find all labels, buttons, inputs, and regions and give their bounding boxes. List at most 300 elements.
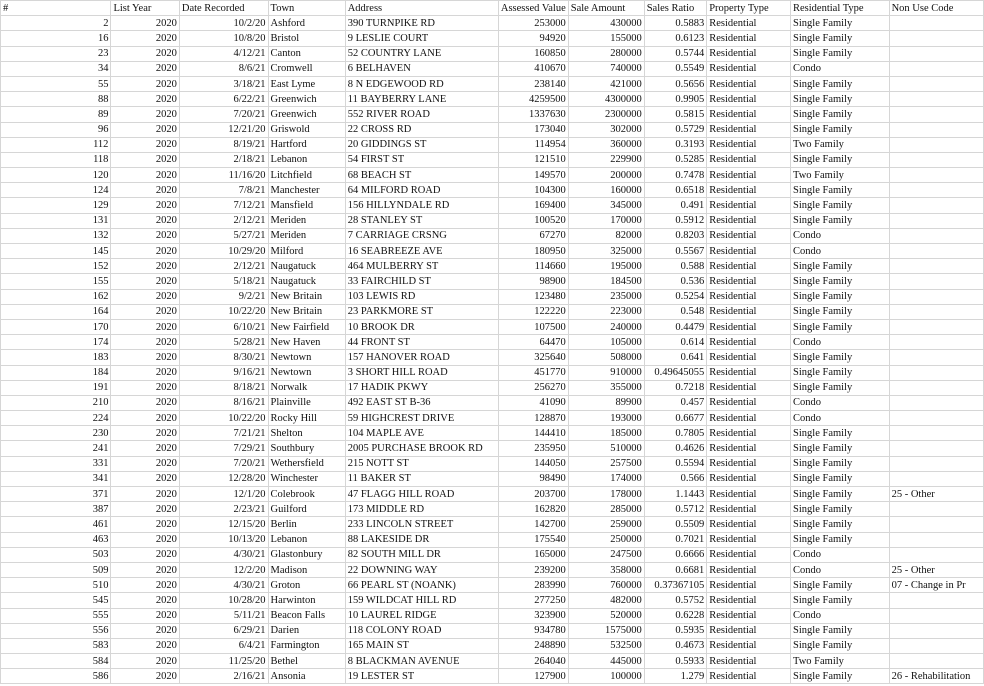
cell-sales-ratio[interactable]: 0.5935 [644, 623, 707, 638]
cell-sales-ratio[interactable]: 0.6677 [644, 411, 707, 426]
cell-list-year[interactable]: 2020 [111, 61, 179, 76]
cell-date-recorded[interactable]: 8/16/21 [179, 395, 268, 410]
cell-non-use-code[interactable] [889, 16, 983, 31]
cell-sale-amount[interactable]: 247500 [568, 547, 644, 562]
cell-town[interactable]: Naugatuck [268, 259, 345, 274]
cell-address[interactable]: 44 FRONT ST [345, 335, 498, 350]
cell-non-use-code[interactable] [889, 274, 983, 289]
cell-assessed-value[interactable]: 144410 [498, 426, 568, 441]
cell-residential-type[interactable]: Single Family [791, 593, 890, 608]
column-header-date-recorded[interactable]: Date Recorded [179, 1, 268, 16]
cell-address[interactable]: 165 MAIN ST [345, 638, 498, 653]
cell-assessed-value[interactable]: 325640 [498, 350, 568, 365]
cell-row-number[interactable]: 155 [1, 274, 111, 289]
cell-assessed-value[interactable]: 277250 [498, 593, 568, 608]
cell-list-year[interactable]: 2020 [111, 623, 179, 638]
cell-date-recorded[interactable]: 5/28/21 [179, 335, 268, 350]
cell-residential-type[interactable]: Single Family [791, 183, 890, 198]
cell-property-type[interactable]: Residential [707, 578, 791, 593]
cell-residential-type[interactable]: Single Family [791, 456, 890, 471]
cell-sales-ratio[interactable]: 0.5254 [644, 289, 707, 304]
cell-date-recorded[interactable]: 2/16/21 [179, 669, 268, 684]
cell-list-year[interactable]: 2020 [111, 213, 179, 228]
cell-list-year[interactable]: 2020 [111, 562, 179, 577]
cell-town[interactable]: Plainville [268, 395, 345, 410]
cell-town[interactable]: Newtown [268, 365, 345, 380]
cell-address[interactable]: 66 PEARL ST (NOANK) [345, 578, 498, 593]
cell-assessed-value[interactable]: 203700 [498, 487, 568, 502]
cell-list-year[interactable]: 2020 [111, 46, 179, 61]
column-header-list-year[interactable]: List Year [111, 1, 179, 16]
cell-row-number[interactable]: 584 [1, 654, 111, 669]
cell-non-use-code[interactable] [889, 168, 983, 183]
cell-list-year[interactable]: 2020 [111, 92, 179, 107]
cell-residential-type[interactable]: Single Family [791, 107, 890, 122]
cell-residential-type[interactable]: Condo [791, 228, 890, 243]
cell-assessed-value[interactable]: 175540 [498, 532, 568, 547]
cell-address[interactable]: 159 WILDCAT HILL RD [345, 593, 498, 608]
cell-residential-type[interactable]: Two Family [791, 654, 890, 669]
cell-date-recorded[interactable]: 10/29/20 [179, 244, 268, 259]
cell-property-type[interactable]: Residential [707, 623, 791, 638]
cell-sale-amount[interactable]: 105000 [568, 335, 644, 350]
cell-property-type[interactable]: Residential [707, 547, 791, 562]
cell-address[interactable]: 19 LESTER ST [345, 669, 498, 684]
cell-address[interactable]: 17 HADIK PKWY [345, 380, 498, 395]
cell-residential-type[interactable]: Single Family [791, 16, 890, 31]
cell-assessed-value[interactable]: 104300 [498, 183, 568, 198]
cell-residential-type[interactable]: Two Family [791, 168, 890, 183]
cell-assessed-value[interactable]: 160850 [498, 46, 568, 61]
cell-residential-type[interactable]: Condo [791, 395, 890, 410]
cell-town[interactable]: New Haven [268, 335, 345, 350]
cell-sale-amount[interactable]: 257500 [568, 456, 644, 471]
cell-town[interactable]: Milford [268, 244, 345, 259]
cell-assessed-value[interactable]: 934780 [498, 623, 568, 638]
cell-property-type[interactable]: Residential [707, 213, 791, 228]
cell-property-type[interactable]: Residential [707, 319, 791, 334]
cell-address[interactable]: 10 BROOK DR [345, 319, 498, 334]
cell-town[interactable]: Bethel [268, 654, 345, 669]
cell-non-use-code[interactable] [889, 244, 983, 259]
column-header-town[interactable]: Town [268, 1, 345, 16]
cell-list-year[interactable]: 2020 [111, 471, 179, 486]
cell-property-type[interactable]: Residential [707, 517, 791, 532]
cell-non-use-code[interactable] [889, 319, 983, 334]
cell-town[interactable]: Meriden [268, 228, 345, 243]
cell-date-recorded[interactable]: 8/18/21 [179, 380, 268, 395]
cell-non-use-code[interactable] [889, 289, 983, 304]
cell-residential-type[interactable]: Single Family [791, 487, 890, 502]
cell-date-recorded[interactable]: 10/2/20 [179, 16, 268, 31]
cell-sale-amount[interactable]: 235000 [568, 289, 644, 304]
cell-assessed-value[interactable]: 107500 [498, 319, 568, 334]
cell-non-use-code[interactable]: 26 - Rehabilitation [889, 669, 983, 684]
cell-property-type[interactable]: Residential [707, 350, 791, 365]
cell-list-year[interactable]: 2020 [111, 335, 179, 350]
cell-date-recorded[interactable]: 10/8/20 [179, 31, 268, 46]
cell-property-type[interactable]: Residential [707, 31, 791, 46]
cell-non-use-code[interactable] [889, 532, 983, 547]
cell-property-type[interactable]: Residential [707, 456, 791, 471]
cell-row-number[interactable]: 331 [1, 456, 111, 471]
cell-town[interactable]: Colebrook [268, 487, 345, 502]
cell-list-year[interactable]: 2020 [111, 532, 179, 547]
cell-list-year[interactable]: 2020 [111, 654, 179, 669]
cell-residential-type[interactable]: Single Family [791, 380, 890, 395]
cell-town[interactable]: Southbury [268, 441, 345, 456]
cell-residential-type[interactable]: Single Family [791, 152, 890, 167]
cell-sale-amount[interactable]: 358000 [568, 562, 644, 577]
cell-sale-amount[interactable]: 285000 [568, 502, 644, 517]
cell-residential-type[interactable]: Single Family [791, 471, 890, 486]
cell-non-use-code[interactable] [889, 183, 983, 198]
column-header-non-use-code[interactable]: Non Use Code [889, 1, 983, 16]
cell-property-type[interactable]: Residential [707, 562, 791, 577]
cell-address[interactable]: 33 FAIRCHILD ST [345, 274, 498, 289]
cell-sale-amount[interactable]: 302000 [568, 122, 644, 137]
cell-property-type[interactable]: Residential [707, 365, 791, 380]
cell-residential-type[interactable]: Condo [791, 411, 890, 426]
cell-town[interactable]: Mansfield [268, 198, 345, 213]
cell-date-recorded[interactable]: 2/23/21 [179, 502, 268, 517]
cell-residential-type[interactable]: Condo [791, 335, 890, 350]
cell-list-year[interactable]: 2020 [111, 395, 179, 410]
cell-town[interactable]: Greenwich [268, 107, 345, 122]
cell-row-number[interactable]: 2 [1, 16, 111, 31]
cell-assessed-value[interactable]: 253000 [498, 16, 568, 31]
cell-sales-ratio[interactable]: 0.5912 [644, 213, 707, 228]
cell-town[interactable]: Winchester [268, 471, 345, 486]
cell-list-year[interactable]: 2020 [111, 593, 179, 608]
cell-residential-type[interactable]: Single Family [791, 319, 890, 334]
cell-property-type[interactable]: Residential [707, 426, 791, 441]
cell-non-use-code[interactable] [889, 61, 983, 76]
cell-address[interactable]: 16 SEABREEZE AVE [345, 244, 498, 259]
cell-sales-ratio[interactable]: 0.7478 [644, 168, 707, 183]
cell-sale-amount[interactable]: 259000 [568, 517, 644, 532]
cell-sales-ratio[interactable]: 0.5752 [644, 593, 707, 608]
cell-list-year[interactable]: 2020 [111, 319, 179, 334]
column-header-assessed-value[interactable]: Assessed Value [498, 1, 568, 16]
cell-sale-amount[interactable]: 360000 [568, 137, 644, 152]
cell-row-number[interactable]: 112 [1, 137, 111, 152]
cell-address[interactable]: 52 COUNTRY LANE [345, 46, 498, 61]
cell-non-use-code[interactable] [889, 456, 983, 471]
cell-non-use-code[interactable] [889, 46, 983, 61]
column-header-residential-type[interactable]: Residential Type [791, 1, 890, 16]
cell-date-recorded[interactable]: 2/12/21 [179, 259, 268, 274]
cell-residential-type[interactable]: Single Family [791, 502, 890, 517]
cell-sale-amount[interactable]: 178000 [568, 487, 644, 502]
cell-assessed-value[interactable]: 169400 [498, 198, 568, 213]
cell-row-number[interactable]: 509 [1, 562, 111, 577]
cell-residential-type[interactable]: Single Family [791, 76, 890, 91]
cell-date-recorded[interactable]: 7/12/21 [179, 198, 268, 213]
cell-address[interactable]: 390 TURNPIKE RD [345, 16, 498, 31]
cell-town[interactable]: Greenwich [268, 92, 345, 107]
cell-sales-ratio[interactable]: 0.588 [644, 259, 707, 274]
cell-row-number[interactable]: 230 [1, 426, 111, 441]
cell-address[interactable]: 6 BELHAVEN [345, 61, 498, 76]
cell-address[interactable]: 464 MULBERRY ST [345, 259, 498, 274]
cell-town[interactable]: Griswold [268, 122, 345, 137]
cell-row-number[interactable]: 55 [1, 76, 111, 91]
cell-date-recorded[interactable]: 12/21/20 [179, 122, 268, 137]
cell-assessed-value[interactable]: 128870 [498, 411, 568, 426]
cell-sale-amount[interactable]: 510000 [568, 441, 644, 456]
cell-residential-type[interactable]: Single Family [791, 365, 890, 380]
cell-non-use-code[interactable] [889, 395, 983, 410]
cell-sale-amount[interactable]: 193000 [568, 411, 644, 426]
cell-sales-ratio[interactable]: 0.5933 [644, 654, 707, 669]
cell-list-year[interactable]: 2020 [111, 669, 179, 684]
cell-non-use-code[interactable] [889, 228, 983, 243]
cell-address[interactable]: 552 RIVER ROAD [345, 107, 498, 122]
cell-non-use-code[interactable] [889, 350, 983, 365]
cell-non-use-code[interactable] [889, 502, 983, 517]
cell-town[interactable]: East Lyme [268, 76, 345, 91]
cell-sale-amount[interactable]: 740000 [568, 61, 644, 76]
cell-assessed-value[interactable]: 1337630 [498, 107, 568, 122]
cell-row-number[interactable]: 341 [1, 471, 111, 486]
cell-address[interactable]: 104 MAPLE AVE [345, 426, 498, 441]
cell-date-recorded[interactable]: 12/2/20 [179, 562, 268, 577]
cell-assessed-value[interactable]: 256270 [498, 380, 568, 395]
cell-sales-ratio[interactable]: 0.4626 [644, 441, 707, 456]
cell-address[interactable]: 28 STANLEY ST [345, 213, 498, 228]
cell-sale-amount[interactable]: 532500 [568, 638, 644, 653]
cell-sales-ratio[interactable]: 0.7021 [644, 532, 707, 547]
cell-sales-ratio[interactable]: 0.614 [644, 335, 707, 350]
cell-row-number[interactable]: 164 [1, 304, 111, 319]
cell-assessed-value[interactable]: 239200 [498, 562, 568, 577]
cell-property-type[interactable]: Residential [707, 395, 791, 410]
cell-town[interactable]: Beacon Falls [268, 608, 345, 623]
cell-list-year[interactable]: 2020 [111, 608, 179, 623]
cell-row-number[interactable]: 96 [1, 122, 111, 137]
cell-residential-type[interactable]: Single Family [791, 198, 890, 213]
cell-residential-type[interactable]: Single Family [791, 122, 890, 137]
cell-sales-ratio[interactable]: 0.37367105 [644, 578, 707, 593]
cell-property-type[interactable]: Residential [707, 61, 791, 76]
cell-sale-amount[interactable]: 508000 [568, 350, 644, 365]
cell-sale-amount[interactable]: 345000 [568, 198, 644, 213]
cell-list-year[interactable]: 2020 [111, 183, 179, 198]
cell-sale-amount[interactable]: 195000 [568, 259, 644, 274]
cell-sales-ratio[interactable]: 0.5567 [644, 244, 707, 259]
cell-assessed-value[interactable]: 98490 [498, 471, 568, 486]
cell-address[interactable]: 103 LEWIS RD [345, 289, 498, 304]
cell-town[interactable]: Hartford [268, 137, 345, 152]
cell-sales-ratio[interactable]: 0.491 [644, 198, 707, 213]
cell-non-use-code[interactable] [889, 365, 983, 380]
cell-assessed-value[interactable]: 235950 [498, 441, 568, 456]
cell-property-type[interactable]: Residential [707, 638, 791, 653]
cell-property-type[interactable]: Residential [707, 244, 791, 259]
cell-assessed-value[interactable]: 142700 [498, 517, 568, 532]
cell-residential-type[interactable]: Single Family [791, 532, 890, 547]
cell-address[interactable]: 22 CROSS RD [345, 122, 498, 137]
cell-town[interactable]: Groton [268, 578, 345, 593]
cell-row-number[interactable]: 224 [1, 411, 111, 426]
cell-sale-amount[interactable]: 100000 [568, 669, 644, 684]
cell-sale-amount[interactable]: 445000 [568, 654, 644, 669]
cell-assessed-value[interactable]: 248890 [498, 638, 568, 653]
cell-sales-ratio[interactable]: 0.6666 [644, 547, 707, 562]
cell-sales-ratio[interactable]: 0.5712 [644, 502, 707, 517]
cell-sales-ratio[interactable]: 0.5883 [644, 16, 707, 31]
cell-row-number[interactable]: 120 [1, 168, 111, 183]
cell-residential-type[interactable]: Single Family [791, 289, 890, 304]
cell-sales-ratio[interactable]: 0.641 [644, 350, 707, 365]
cell-non-use-code[interactable] [889, 31, 983, 46]
cell-row-number[interactable]: 16 [1, 31, 111, 46]
cell-non-use-code[interactable] [889, 623, 983, 638]
cell-address[interactable]: 10 LAUREL RIDGE [345, 608, 498, 623]
cell-date-recorded[interactable]: 12/15/20 [179, 517, 268, 532]
cell-date-recorded[interactable]: 12/1/20 [179, 487, 268, 502]
cell-row-number[interactable]: 184 [1, 365, 111, 380]
cell-property-type[interactable]: Residential [707, 289, 791, 304]
cell-non-use-code[interactable] [889, 92, 983, 107]
cell-list-year[interactable]: 2020 [111, 426, 179, 441]
cell-date-recorded[interactable]: 10/28/20 [179, 593, 268, 608]
cell-property-type[interactable]: Residential [707, 608, 791, 623]
cell-list-year[interactable]: 2020 [111, 16, 179, 31]
cell-assessed-value[interactable]: 121510 [498, 152, 568, 167]
cell-town[interactable]: Lebanon [268, 152, 345, 167]
cell-non-use-code[interactable]: 07 - Change in Pr [889, 578, 983, 593]
cell-town[interactable]: Meriden [268, 213, 345, 228]
cell-list-year[interactable]: 2020 [111, 289, 179, 304]
cell-list-year[interactable]: 2020 [111, 441, 179, 456]
cell-sales-ratio[interactable]: 0.5594 [644, 456, 707, 471]
cell-residential-type[interactable]: Single Family [791, 350, 890, 365]
cell-assessed-value[interactable]: 162820 [498, 502, 568, 517]
cell-sale-amount[interactable]: 160000 [568, 183, 644, 198]
cell-address[interactable]: 3 SHORT HILL ROAD [345, 365, 498, 380]
cell-residential-type[interactable]: Condo [791, 608, 890, 623]
cell-non-use-code[interactable] [889, 517, 983, 532]
cell-sales-ratio[interactable]: 0.6228 [644, 608, 707, 623]
cell-residential-type[interactable]: Condo [791, 547, 890, 562]
cell-residential-type[interactable]: Single Family [791, 274, 890, 289]
cell-residential-type[interactable]: Single Family [791, 31, 890, 46]
cell-sales-ratio[interactable]: 0.7805 [644, 426, 707, 441]
cell-town[interactable]: Glastonbury [268, 547, 345, 562]
cell-date-recorded[interactable]: 7/20/21 [179, 107, 268, 122]
cell-town[interactable]: Naugatuck [268, 274, 345, 289]
cell-assessed-value[interactable]: 144050 [498, 456, 568, 471]
cell-address[interactable]: 7 CARRIAGE CRSNG [345, 228, 498, 243]
cell-address[interactable]: 11 BAKER ST [345, 471, 498, 486]
cell-list-year[interactable]: 2020 [111, 365, 179, 380]
cell-sale-amount[interactable]: 184500 [568, 274, 644, 289]
cell-assessed-value[interactable]: 165000 [498, 547, 568, 562]
cell-sale-amount[interactable]: 155000 [568, 31, 644, 46]
cell-residential-type[interactable]: Condo [791, 562, 890, 577]
cell-address[interactable]: 22 DOWNING WAY [345, 562, 498, 577]
cell-list-year[interactable]: 2020 [111, 304, 179, 319]
cell-town[interactable]: Norwalk [268, 380, 345, 395]
cell-sale-amount[interactable]: 82000 [568, 228, 644, 243]
cell-list-year[interactable]: 2020 [111, 578, 179, 593]
cell-town[interactable]: Guilford [268, 502, 345, 517]
cell-property-type[interactable]: Residential [707, 183, 791, 198]
cell-sales-ratio[interactable]: 0.5815 [644, 107, 707, 122]
cell-address[interactable]: 156 HILLYNDALE RD [345, 198, 498, 213]
cell-non-use-code[interactable] [889, 441, 983, 456]
cell-assessed-value[interactable]: 238140 [498, 76, 568, 91]
cell-non-use-code[interactable] [889, 411, 983, 426]
cell-sales-ratio[interactable]: 0.566 [644, 471, 707, 486]
cell-date-recorded[interactable]: 12/28/20 [179, 471, 268, 486]
cell-property-type[interactable]: Residential [707, 532, 791, 547]
cell-non-use-code[interactable] [889, 593, 983, 608]
cell-row-number[interactable]: 89 [1, 107, 111, 122]
cell-non-use-code[interactable]: 25 - Other [889, 562, 983, 577]
cell-row-number[interactable]: 23 [1, 46, 111, 61]
cell-town[interactable]: Berlin [268, 517, 345, 532]
cell-non-use-code[interactable] [889, 335, 983, 350]
cell-sale-amount[interactable]: 4300000 [568, 92, 644, 107]
cell-address[interactable]: 173 MIDDLE RD [345, 502, 498, 517]
cell-date-recorded[interactable]: 11/16/20 [179, 168, 268, 183]
cell-property-type[interactable]: Residential [707, 471, 791, 486]
cell-assessed-value[interactable]: 94920 [498, 31, 568, 46]
cell-list-year[interactable]: 2020 [111, 31, 179, 46]
cell-date-recorded[interactable]: 7/21/21 [179, 426, 268, 441]
cell-residential-type[interactable]: Condo [791, 61, 890, 76]
cell-row-number[interactable]: 34 [1, 61, 111, 76]
cell-property-type[interactable]: Residential [707, 654, 791, 669]
cell-date-recorded[interactable]: 6/10/21 [179, 319, 268, 334]
cell-non-use-code[interactable] [889, 76, 983, 91]
cell-residential-type[interactable]: Single Family [791, 638, 890, 653]
cell-sales-ratio[interactable]: 0.5729 [644, 122, 707, 137]
cell-assessed-value[interactable]: 98900 [498, 274, 568, 289]
cell-row-number[interactable]: 210 [1, 395, 111, 410]
cell-property-type[interactable]: Residential [707, 411, 791, 426]
cell-sale-amount[interactable]: 430000 [568, 16, 644, 31]
cell-date-recorded[interactable]: 6/22/21 [179, 92, 268, 107]
cell-sale-amount[interactable]: 482000 [568, 593, 644, 608]
cell-assessed-value[interactable]: 41090 [498, 395, 568, 410]
cell-row-number[interactable]: 129 [1, 198, 111, 213]
cell-non-use-code[interactable] [889, 471, 983, 486]
cell-date-recorded[interactable]: 4/12/21 [179, 46, 268, 61]
cell-property-type[interactable]: Residential [707, 107, 791, 122]
cell-date-recorded[interactable]: 5/27/21 [179, 228, 268, 243]
cell-non-use-code[interactable] [889, 426, 983, 441]
cell-sale-amount[interactable]: 185000 [568, 426, 644, 441]
cell-row-number[interactable]: 545 [1, 593, 111, 608]
cell-list-year[interactable]: 2020 [111, 274, 179, 289]
cell-date-recorded[interactable]: 9/2/21 [179, 289, 268, 304]
cell-property-type[interactable]: Residential [707, 76, 791, 91]
cell-non-use-code[interactable] [889, 198, 983, 213]
cell-address[interactable]: 492 EAST ST B-36 [345, 395, 498, 410]
cell-residential-type[interactable]: Single Family [791, 259, 890, 274]
cell-sale-amount[interactable]: 223000 [568, 304, 644, 319]
cell-date-recorded[interactable]: 3/18/21 [179, 76, 268, 91]
cell-town[interactable]: New Fairfield [268, 319, 345, 334]
cell-row-number[interactable]: 461 [1, 517, 111, 532]
cell-non-use-code[interactable] [889, 638, 983, 653]
column-header-sale-amount[interactable]: Sale Amount [568, 1, 644, 16]
cell-list-year[interactable]: 2020 [111, 168, 179, 183]
